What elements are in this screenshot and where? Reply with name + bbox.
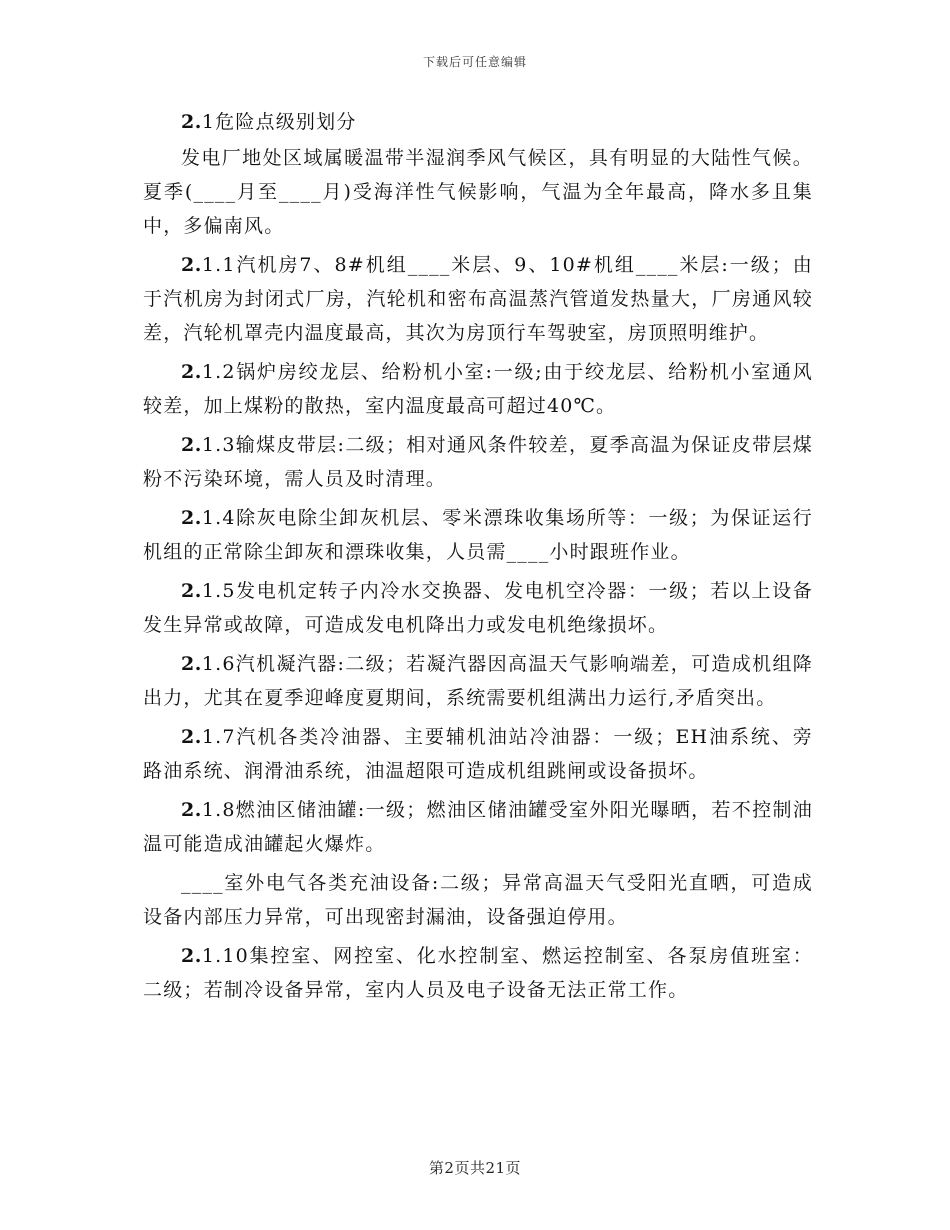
document-body: [143, 105, 813, 1012]
paragraph-text: 1.10集控室、网控室、化水控制室、燃运控制室、各泵房值班室：二级；若制冷设备异常，室内人员及电子设备无法正常工作。: [143, 945, 813, 1001]
section-number: 2.: [181, 111, 202, 133]
paragraph-climate: [143, 141, 813, 243]
paragraph-2-1-1: [143, 248, 813, 350]
section-number: 2.: [181, 799, 202, 821]
paragraph-2-1-5: [143, 574, 813, 642]
paragraph-text: 1.5发电机定转子内冷水交换器、发电机空冷器：一级；若以上设备发生异常或故障，可造成发电机降出力或发电机绝缘损坏。: [143, 580, 813, 636]
paragraph-outdoor-electrical: [143, 866, 813, 934]
page-header: 下载后可任意编辑: [422, 55, 527, 69]
paragraph-text: 1危险点级别划分: [201, 111, 357, 133]
paragraph-text: 发电厂地处区域属暖温带半湿润季风气候区，具有明显的大陆性气候。夏季(____月至____月)受海洋性气候影响，气温为全年最高，降水多且集中，多偏南风。: [143, 147, 813, 237]
paragraph-text: 1.1汽机房7、8#机组____米层、9、10#机组____米层:一级；由于汽机房为封闭式厂房，汽轮机和密布高温蒸汽管道发热量大，厂房通风较差，汽轮机罩壳内温度最高，其次为房顶行车驾驶室，房顶照明维护。: [143, 254, 813, 344]
paragraph-text: 1.8燃油区储油罐:一级；燃油区储油罐受室外阳光曝晒，若不控制油温可能造成油罐起火爆炸。: [143, 799, 813, 855]
paragraph-2-1-8: [143, 793, 813, 861]
paragraph-text: 1.7汽机各类冷油器、主要辅机油站冷油器：一级；EH油系统、旁路油系统、润滑油系统，油温超限可造成机组跳闸或设备损坏。: [143, 726, 813, 782]
paragraph-2-1-3: [143, 428, 813, 496]
paragraph-text: 1.6汽机凝汽器:二级；若凝汽器因高温天气影响端差，可造成机组降出力，尤其在夏季迎峰度夏期间，系统需要机组满出力运行,矛盾突出。: [143, 653, 813, 709]
section-number: 2.: [181, 580, 202, 602]
section-number: 2.: [181, 361, 202, 383]
paragraph-text: 1.3输煤皮带层:二级；相对通风条件较差，夏季高温为保证皮带层煤粉不污染环境，需人员及时清理。: [143, 434, 813, 490]
paragraph-2-1-2: [143, 355, 813, 423]
paragraph-2-1-6: [143, 647, 813, 715]
paragraph-2-1-10: [143, 939, 813, 1007]
section-number: 2.: [181, 945, 202, 967]
section-number: 2.: [181, 507, 202, 529]
paragraph-text: 1.4除灰电除尘卸灰机层、零米漂珠收集场所等：一级；为保证运行机组的正常除尘卸灰和漂珠收集，人员需____小时跟班作业。: [143, 507, 813, 563]
paragraph-2-1-4: [143, 501, 813, 569]
section-number: 2.: [181, 726, 202, 748]
section-number: 2.: [181, 653, 202, 675]
paragraph-2-1-7: [143, 720, 813, 788]
section-number: 2.: [181, 254, 202, 276]
paragraph-2-1: [143, 105, 813, 139]
page-number: 第2页共21页: [428, 1159, 522, 1177]
section-number: 2.: [181, 434, 202, 456]
paragraph-text: 1.2锅炉房绞龙层、给粉机小室:一级;由于绞龙层、给粉机小室通风较差，加上煤粉的散热，室内温度最高可超过40℃。: [143, 361, 813, 417]
paragraph-text: ____室外电气各类充油设备:二级；异常高温天气受阳光直晒，可造成设备内部压力异常，可出现密封漏油，设备强迫停用。: [143, 872, 813, 928]
